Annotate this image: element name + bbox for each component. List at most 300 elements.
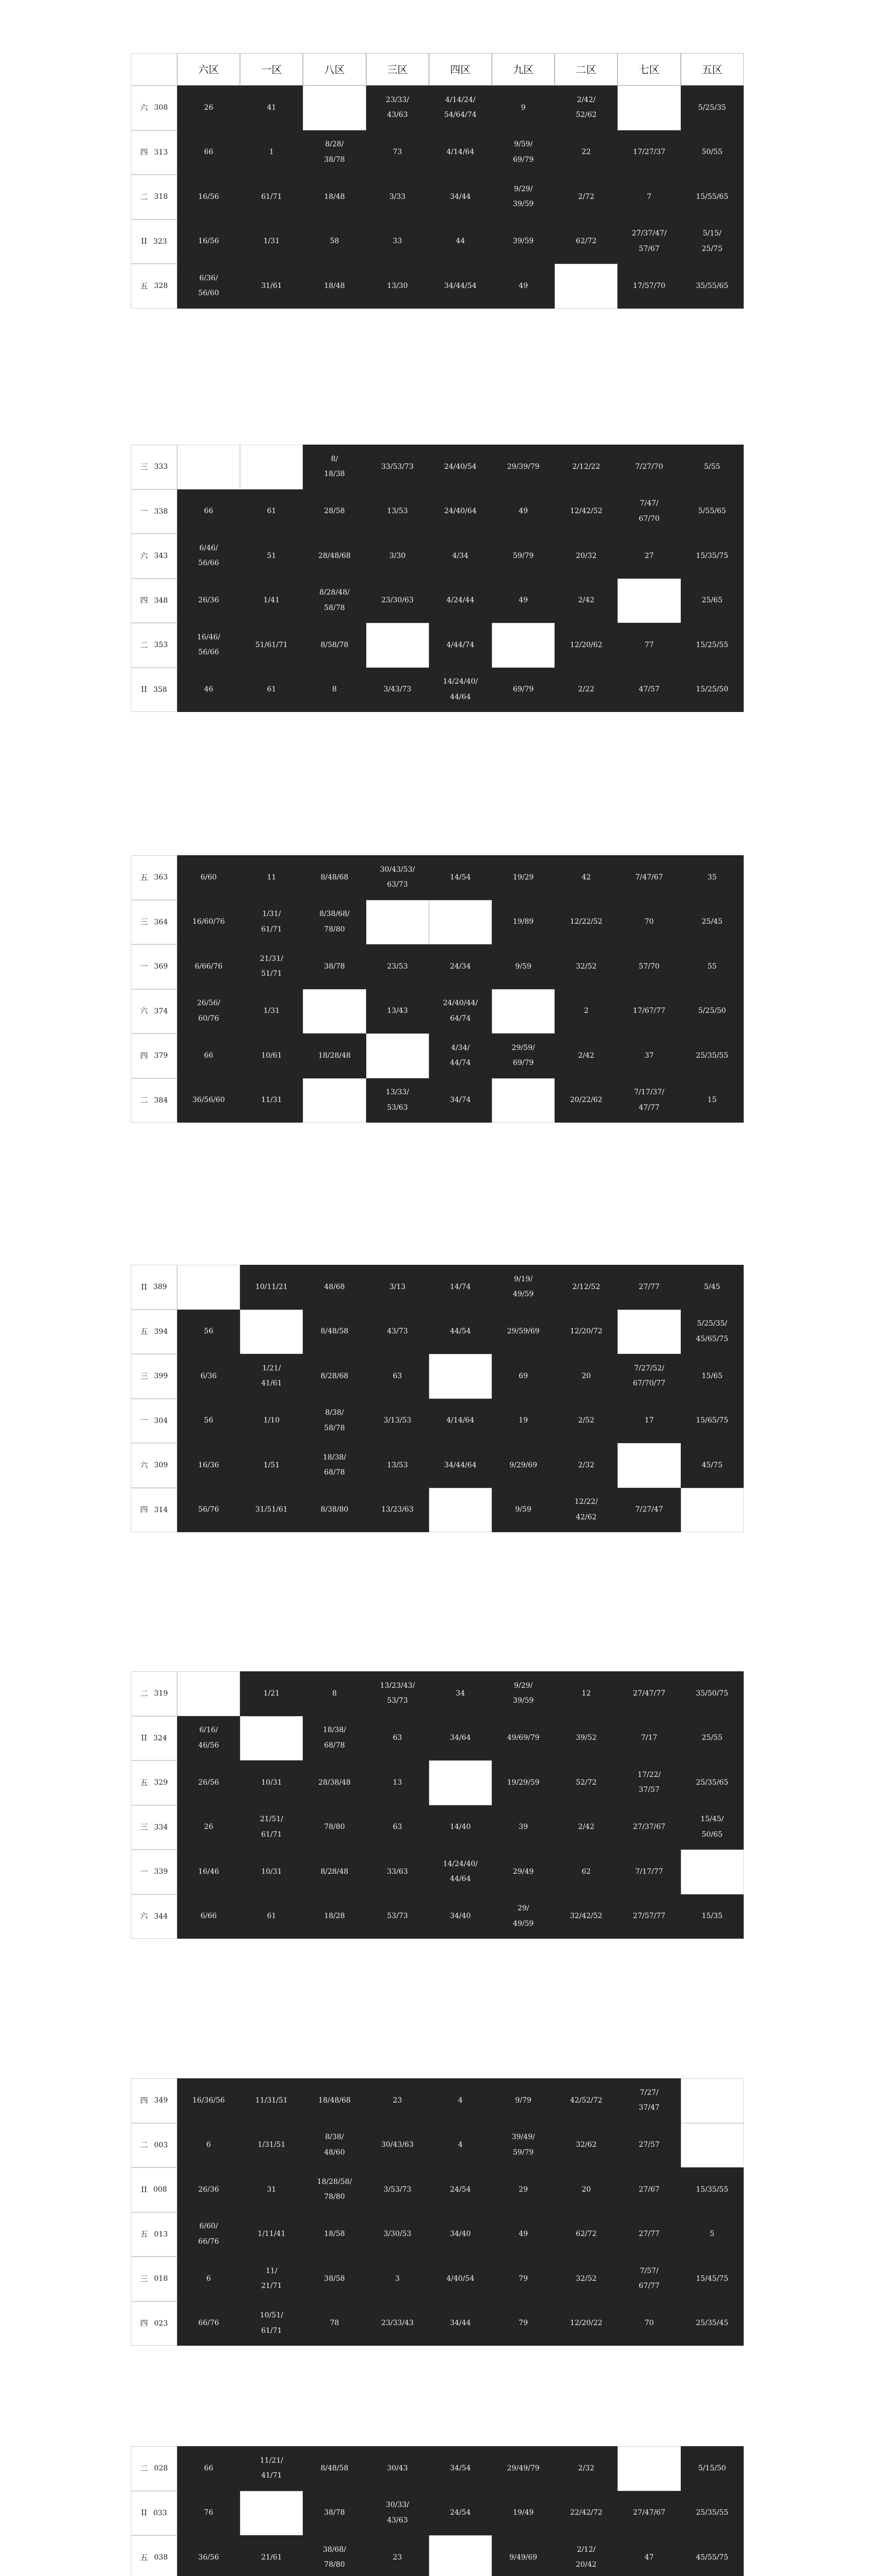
- data-cell: 42: [555, 855, 617, 900]
- row-label: [131, 668, 177, 713]
- data-cell: 17/67/77: [617, 989, 680, 1034]
- empty-cell: [429, 900, 492, 945]
- data-cell: 79: [492, 2301, 555, 2346]
- data-cell: 14/40: [429, 1805, 492, 1850]
- data-cell: 25/55: [681, 1716, 744, 1761]
- data-cell: 4/34: [429, 534, 492, 579]
- data-cell: 34: [429, 1671, 492, 1716]
- row-number: 349: [154, 2096, 168, 2105]
- data-cell: 1/31/ 61/71: [240, 900, 303, 945]
- empty-cell: [555, 264, 617, 309]
- data-cell: 32/62: [555, 2123, 617, 2168]
- row-number: 353: [154, 641, 168, 650]
- data-cell: 38/78: [303, 2491, 366, 2536]
- data-cell: 49: [492, 489, 555, 534]
- data-cell: 6/66/76: [177, 944, 240, 989]
- row-label: [131, 900, 177, 945]
- data-cell: 4/14/64: [429, 1399, 492, 1444]
- data-cell: 19: [492, 1399, 555, 1444]
- data-cell: 32/52: [555, 944, 617, 989]
- data-cell: 8/38/80: [303, 1488, 366, 1533]
- row-symbol: 三: [140, 1371, 148, 1381]
- row-number: 323: [153, 237, 167, 246]
- data-cell: 5: [681, 2212, 744, 2257]
- empty-cell: [492, 989, 555, 1034]
- row-label: [131, 1354, 177, 1399]
- data-cell: 27/57/77: [617, 1894, 680, 1939]
- data-cell: 14/54: [429, 855, 492, 900]
- column-header: 七区: [617, 53, 680, 86]
- data-cell: 34/44/64: [429, 1443, 492, 1488]
- data-cell: 24/54: [429, 2167, 492, 2212]
- data-cell: 34/64: [429, 1716, 492, 1761]
- data-cell: 20: [555, 1354, 617, 1399]
- data-cell: 8/28/48/ 58/78: [303, 579, 366, 623]
- empty-cell: [303, 989, 366, 1034]
- data-cell: 8/38/ 58/78: [303, 1399, 366, 1444]
- row-symbol: 五: [140, 1327, 148, 1336]
- data-cell: 13/30: [366, 264, 429, 309]
- data-cell: 51/61/71: [240, 623, 303, 668]
- data-cell: 32/42/52: [555, 1894, 617, 1939]
- data-cell: 49/69/79: [492, 1716, 555, 1761]
- data-cell: 7/27/52/ 67/70/77: [617, 1354, 680, 1399]
- row-label: [131, 219, 177, 264]
- data-cell: 70: [617, 2301, 680, 2346]
- row-label: [131, 130, 177, 175]
- data-cell: 24/34: [429, 944, 492, 989]
- row-number: 003: [154, 2141, 168, 2149]
- row-number: 033: [153, 2509, 167, 2517]
- data-cell: 1/21: [240, 1671, 303, 1716]
- data-cell: 12/22/ 42/62: [555, 1488, 617, 1533]
- empty-cell: [492, 623, 555, 668]
- row-number: 333: [154, 463, 168, 471]
- data-cell: 53/73: [366, 1894, 429, 1939]
- data-cell: 15/65: [681, 1354, 744, 1399]
- empty-cell: [366, 900, 429, 945]
- row-symbol: 四: [140, 1505, 148, 1515]
- data-cell: 20/32: [555, 534, 617, 579]
- data-cell: 8/48/68: [303, 855, 366, 900]
- row-number: 013: [154, 2230, 168, 2239]
- row-number: 308: [154, 104, 168, 112]
- data-cell: 13: [366, 1760, 429, 1805]
- data-cell: 29/ 49/59: [492, 1894, 555, 1939]
- row-label: [131, 1033, 177, 1078]
- data-cell: 35: [681, 855, 744, 900]
- row-number: 023: [154, 2319, 168, 2328]
- data-cell: 19/29: [492, 855, 555, 900]
- data-cell: 2/42/ 52/62: [555, 86, 617, 130]
- data-cell: 58: [303, 219, 366, 264]
- data-cell: 43/73: [366, 1310, 429, 1354]
- data-cell: 18/38/ 68/78: [303, 1443, 366, 1488]
- row-symbol: 四: [140, 1050, 148, 1060]
- row-symbol: 三: [140, 917, 148, 927]
- data-cell: 18/48: [303, 175, 366, 219]
- data-cell: 61: [240, 1894, 303, 1939]
- row-label: [131, 534, 177, 579]
- data-cell: 33: [366, 219, 429, 264]
- row-symbol: 五: [140, 2229, 148, 2239]
- data-cell: 38/68/ 78/80: [303, 2535, 366, 2576]
- data-cell: 1/10: [240, 1399, 303, 1444]
- row-symbol: 二: [140, 1095, 148, 1105]
- data-cell: 44: [429, 219, 492, 264]
- data-cell: 5/55/65: [681, 489, 744, 534]
- data-cell: 4/14/24/ 54/64/74: [429, 86, 492, 130]
- data-cell: 59/79: [492, 534, 555, 579]
- row-symbol: 二: [140, 192, 148, 201]
- empty-cell: [240, 2491, 303, 2536]
- row-number: 319: [154, 1689, 168, 1698]
- data-cell: 3/33: [366, 175, 429, 219]
- row-label: [131, 2257, 177, 2301]
- column-header: 一区: [240, 53, 303, 86]
- data-cell: 19/49: [492, 2491, 555, 2536]
- row-symbol: 三: [140, 1822, 148, 1832]
- data-cell: 11/31/51: [240, 2078, 303, 2123]
- row-label: [131, 1805, 177, 1850]
- data-cell: 56: [177, 1310, 240, 1354]
- data-cell: 7/57/ 67/77: [617, 2257, 680, 2301]
- data-cell: 23/33/43: [366, 2301, 429, 2346]
- data-cell: 17: [617, 1399, 680, 1444]
- row-number: 028: [154, 2464, 168, 2473]
- row-label: [131, 489, 177, 534]
- data-cell: 15/35/55: [681, 2167, 744, 2212]
- group-separator: [131, 309, 744, 312]
- data-cell: 5/25/35/ 45/65/75: [681, 1310, 744, 1354]
- data-cell: 3/13/53: [366, 1399, 429, 1444]
- data-cell: 1/31: [240, 989, 303, 1034]
- data-cell: 34/44/54: [429, 264, 492, 309]
- row-label: [131, 1894, 177, 1939]
- data-cell: 17/57/70: [617, 264, 680, 309]
- data-cell: 3: [366, 2257, 429, 2301]
- data-cell: 15/55/65: [681, 175, 744, 219]
- data-cell: 69: [492, 1354, 555, 1399]
- data-cell: 36/56: [177, 2535, 240, 2576]
- data-cell: 16/36/56: [177, 2078, 240, 2123]
- data-cell: 24/40/64: [429, 489, 492, 534]
- data-cell: 48/68: [303, 1265, 366, 1310]
- data-cell: 1: [240, 130, 303, 175]
- data-cell: 8/48/58: [303, 2446, 366, 2491]
- row-number: 363: [154, 873, 168, 882]
- data-cell: 34/40: [429, 1894, 492, 1939]
- row-symbol: 五: [140, 1777, 148, 1787]
- data-cell: 2/12/ 20/42: [555, 2535, 617, 2576]
- data-cell: 12/20/62: [555, 623, 617, 668]
- row-symbol: 六: [140, 103, 148, 112]
- row-symbol: 三: [140, 2274, 148, 2283]
- data-cell: 52/72: [555, 1760, 617, 1805]
- row-number: 343: [154, 552, 168, 561]
- data-cell: 12/20/22: [555, 2301, 617, 2346]
- row-symbol: 二: [140, 2140, 148, 2150]
- data-cell: 61/71: [240, 175, 303, 219]
- row-label: [131, 1760, 177, 1805]
- row-number: 384: [154, 1096, 168, 1105]
- data-cell: 10/11/21: [240, 1265, 303, 1310]
- data-cell: 77: [617, 623, 680, 668]
- empty-cell: [177, 445, 240, 489]
- data-cell: 33/53/73: [366, 445, 429, 489]
- row-number: 304: [154, 1416, 168, 1425]
- data-cell: 56: [177, 1399, 240, 1444]
- data-cell: 7/47/ 67/70: [617, 489, 680, 534]
- row-number: 379: [154, 1052, 168, 1060]
- row-number: 394: [154, 1327, 168, 1336]
- data-cell: 27/37/47/ 57/67: [617, 219, 680, 264]
- data-cell: 8/38/ 48/60: [303, 2123, 366, 2168]
- data-cell: 26: [177, 86, 240, 130]
- data-cell: 33/63: [366, 1850, 429, 1894]
- data-cell: 2: [555, 989, 617, 1034]
- data-cell: 34/40: [429, 2212, 492, 2257]
- data-cell: 7/17/37/ 47/77: [617, 1078, 680, 1123]
- data-cell: 4/34/ 44/74: [429, 1033, 492, 1078]
- row-number: 328: [154, 282, 168, 291]
- data-cell: 4: [429, 2123, 492, 2168]
- data-cell: 16/36: [177, 1443, 240, 1488]
- row-symbol: 二: [140, 2463, 148, 2473]
- data-cell: 39/52: [555, 1716, 617, 1761]
- data-cell: 6/46/ 56/66: [177, 534, 240, 579]
- data-cell: 9/29/ 39/59: [492, 175, 555, 219]
- data-cell: 9/29/69: [492, 1443, 555, 1488]
- row-number: 334: [154, 1823, 168, 1832]
- row-label: [131, 1078, 177, 1123]
- data-cell: 7/17: [617, 1716, 680, 1761]
- data-cell: 22/42/72: [555, 2491, 617, 2536]
- data-cell: 19/89: [492, 900, 555, 945]
- data-cell: 34/44: [429, 2301, 492, 2346]
- data-cell: 3/43/73: [366, 668, 429, 713]
- row-label: [131, 1716, 177, 1761]
- empty-cell: [681, 2123, 744, 2168]
- data-cell: 27/57: [617, 2123, 680, 2168]
- data-cell: 61: [240, 489, 303, 534]
- row-number: 399: [154, 1372, 168, 1381]
- row-number: 348: [154, 596, 168, 605]
- data-cell: 1/31: [240, 219, 303, 264]
- empty-cell: [681, 2078, 744, 2123]
- row-label: [131, 2078, 177, 2123]
- data-cell: 47/57: [617, 668, 680, 713]
- column-header: 六区: [177, 53, 240, 86]
- group-separator: [131, 1532, 744, 1535]
- data-cell: 16/56: [177, 175, 240, 219]
- empty-cell: [303, 1078, 366, 1123]
- row-number: 369: [154, 962, 168, 971]
- row-symbol: 一: [140, 1416, 148, 1426]
- data-cell: 16/56: [177, 219, 240, 264]
- data-cell: 7/27/ 37/47: [617, 2078, 680, 2123]
- data-cell: 9/29/ 39/59: [492, 1671, 555, 1716]
- data-cell: 24/40/44/ 64/74: [429, 989, 492, 1034]
- data-cell: 31: [240, 2167, 303, 2212]
- data-cell: 2/22: [555, 668, 617, 713]
- data-cell: 1/41: [240, 579, 303, 623]
- data-cell: 39/49/ 59/79: [492, 2123, 555, 2168]
- data-cell: 26: [177, 1805, 240, 1850]
- data-cell: 38/58: [303, 2257, 366, 2301]
- row-symbol: 四: [140, 596, 148, 605]
- data-cell: 27: [617, 534, 680, 579]
- data-cell: 34/54: [429, 2446, 492, 2491]
- data-cell: 27/47/67: [617, 2491, 680, 2536]
- row-number: 329: [154, 1778, 168, 1787]
- data-cell: 49: [492, 2212, 555, 2257]
- data-cell: 66: [177, 489, 240, 534]
- row-symbol: II: [141, 236, 147, 246]
- row-label: [131, 1399, 177, 1444]
- data-cell: 2/32: [555, 1443, 617, 1488]
- data-cell: 11/ 21/71: [240, 2257, 303, 2301]
- data-cell: 17/22/ 37/57: [617, 1760, 680, 1805]
- data-cell: 13/43: [366, 989, 429, 1034]
- data-cell: 11/21/ 41/71: [240, 2446, 303, 2491]
- data-cell: 16/60/76: [177, 900, 240, 945]
- data-cell: 62/72: [555, 219, 617, 264]
- data-cell: 10/31: [240, 1850, 303, 1894]
- data-cell: 3/30: [366, 534, 429, 579]
- data-cell: 6/60: [177, 855, 240, 900]
- empty-cell: [492, 1078, 555, 1123]
- row-symbol: 一: [140, 1867, 148, 1876]
- empty-cell: [617, 579, 680, 623]
- data-cell: 24/40/54: [429, 445, 492, 489]
- empty-cell: [429, 1760, 492, 1805]
- row-symbol: 六: [140, 1911, 148, 1921]
- data-cell: 18/48: [303, 264, 366, 309]
- row-number: 389: [153, 1283, 167, 1292]
- data-cell: 8/48/58: [303, 1310, 366, 1354]
- empty-cell: [303, 86, 366, 130]
- row-label: [131, 944, 177, 989]
- data-cell: 14/24/40/ 44/64: [429, 1850, 492, 1894]
- data-cell: 25/65: [681, 579, 744, 623]
- header-corner-cell: [131, 53, 177, 86]
- data-cell: 15/25/50: [681, 668, 744, 713]
- row-label: [131, 2167, 177, 2212]
- data-cell: 25/35/45: [681, 2301, 744, 2346]
- data-cell: 34/44: [429, 175, 492, 219]
- data-cell: 15/45/75: [681, 2257, 744, 2301]
- data-cell: 29/59/69: [492, 1310, 555, 1354]
- data-cell: 62: [555, 1850, 617, 1894]
- data-cell: 27/77: [617, 1265, 680, 1310]
- empty-cell: [240, 445, 303, 489]
- data-cell: 7/17/77: [617, 1850, 680, 1894]
- data-cell: 7/27/70: [617, 445, 680, 489]
- data-cell: 23: [366, 2078, 429, 2123]
- group-separator: [131, 712, 744, 715]
- row-label: [131, 1310, 177, 1354]
- empty-cell: [429, 2535, 492, 2576]
- row-label: [131, 1671, 177, 1716]
- data-cell: 30/33/ 43/63: [366, 2491, 429, 2536]
- row-label: [131, 86, 177, 130]
- data-cell: 14/24/40/ 44/64: [429, 668, 492, 713]
- data-cell: 5/45: [681, 1265, 744, 1310]
- data-cell: 79: [492, 2257, 555, 2301]
- data-cell: 30/43/63: [366, 2123, 429, 2168]
- data-cell: 27/67: [617, 2167, 680, 2212]
- data-cell: 13/53: [366, 1443, 429, 1488]
- data-cell: 31/61: [240, 264, 303, 309]
- row-number: 008: [153, 2185, 167, 2194]
- data-cell: 13/53: [366, 489, 429, 534]
- group-separator: [131, 1939, 744, 1942]
- row-label: [131, 1488, 177, 1533]
- data-cell: 17/27/37: [617, 130, 680, 175]
- empty-cell: [681, 1488, 744, 1533]
- data-cell: 5/15/ 25/75: [681, 219, 744, 264]
- data-cell: 45/75: [681, 1443, 744, 1488]
- empty-cell: [617, 1310, 680, 1354]
- row-number: 338: [154, 507, 168, 516]
- data-cell: 7: [617, 175, 680, 219]
- row-number: 018: [154, 2275, 168, 2283]
- data-cell: 1/21/ 41/61: [240, 1354, 303, 1399]
- data-cell: 29/59/ 69/79: [492, 1033, 555, 1078]
- data-cell: 9/59: [492, 944, 555, 989]
- empty-cell: [366, 1033, 429, 1078]
- data-cell: 10/61: [240, 1033, 303, 1078]
- data-cell: 12/22/52: [555, 900, 617, 945]
- row-symbol: 二: [140, 1688, 148, 1698]
- data-cell: 30/43/53/ 63/73: [366, 855, 429, 900]
- data-cell: 39/59: [492, 219, 555, 264]
- data-cell: 4/40/54: [429, 2257, 492, 2301]
- data-cell: 9/59: [492, 1488, 555, 1533]
- data-cell: 13/33/ 53/63: [366, 1078, 429, 1123]
- data-cell: 15/45/ 50/65: [681, 1805, 744, 1850]
- data-cell: 19/29/59: [492, 1760, 555, 1805]
- data-cell: 11: [240, 855, 303, 900]
- data-cell: 15/25/55: [681, 623, 744, 668]
- empty-cell: [617, 86, 680, 130]
- data-cell: 18/58: [303, 2212, 366, 2257]
- data-cell: 24/54: [429, 2491, 492, 2536]
- data-cell: 34/74: [429, 1078, 492, 1123]
- data-cell: 30/43: [366, 2446, 429, 2491]
- row-symbol: II: [141, 1282, 147, 1292]
- data-cell: 12/42/52: [555, 489, 617, 534]
- row-label: [131, 989, 177, 1034]
- row-number: 038: [154, 2553, 168, 2562]
- data-cell: 18/28/48: [303, 1033, 366, 1078]
- data-cell: 18/28: [303, 1894, 366, 1939]
- data-cell: 37: [617, 1033, 680, 1078]
- row-symbol: II: [141, 685, 147, 694]
- data-cell: 6/60/ 66/76: [177, 2212, 240, 2257]
- data-cell: 47: [617, 2535, 680, 2576]
- data-cell: 66: [177, 1033, 240, 1078]
- data-cell: 35/50/75: [681, 1671, 744, 1716]
- data-cell: 29/49/79: [492, 2446, 555, 2491]
- data-cell: 29/39/79: [492, 445, 555, 489]
- empty-cell: [240, 1716, 303, 1761]
- data-cell: 7/47/67: [617, 855, 680, 900]
- data-cell: 23/33/ 43/63: [366, 86, 429, 130]
- row-label: [131, 445, 177, 489]
- row-symbol: 五: [140, 872, 148, 882]
